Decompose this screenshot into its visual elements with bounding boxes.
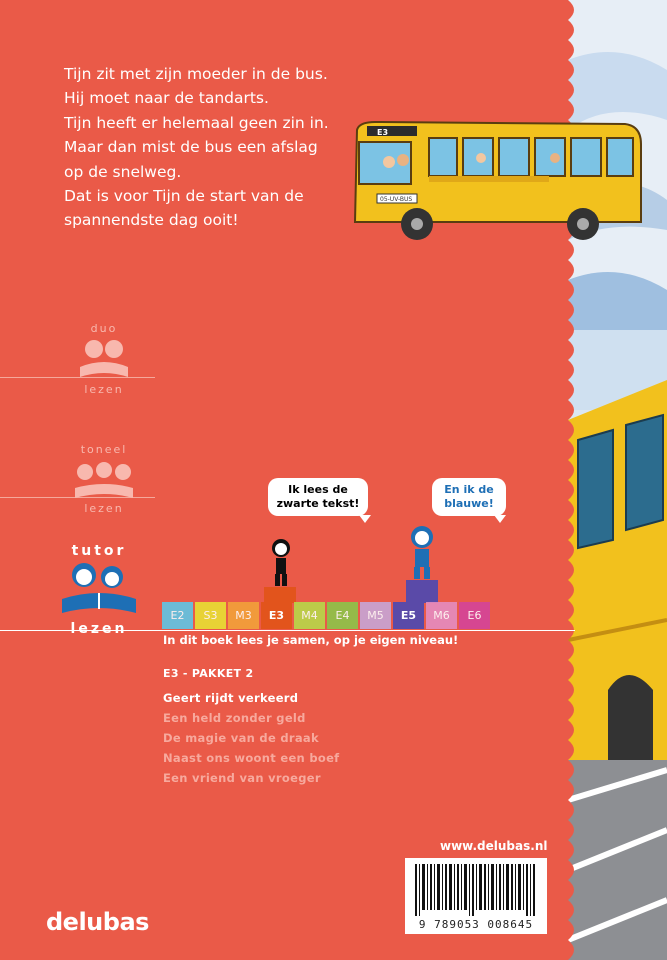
barcode-bars — [405, 858, 547, 918]
series-label: E3 - PAKKET 2 — [163, 667, 254, 680]
speech-text: En ik de blauwe! — [444, 483, 494, 510]
level-m5: M5 — [360, 602, 391, 629]
website-url: www.delubas.nl — [440, 839, 548, 853]
tagline: In dit boek lees je samen, op je eigen niveau! — [163, 633, 459, 647]
badge-word: lezen — [84, 502, 124, 515]
level-m4: M4 — [294, 602, 325, 629]
series-title-current: Geert rijdt verkeerd — [163, 691, 299, 705]
bus-route-label: E3 — [377, 128, 389, 137]
blurb-line: op de snelweg. — [64, 162, 182, 181]
blurb-line: Hij moet naar de tandarts. — [64, 89, 269, 108]
speech-bubble-black — [268, 478, 368, 516]
level-e2: E2 — [162, 602, 193, 629]
blurb-line: Tijn zit met zijn moeder in de bus. — [64, 65, 328, 83]
isbn-number: 9 789053 008645 — [418, 918, 534, 931]
speech-text: Ik lees de zwarte tekst! — [276, 483, 360, 510]
badge-word: lezen — [70, 621, 128, 637]
series-title: Een held zonder geld — [163, 711, 306, 725]
level-e4: E4 — [327, 602, 358, 629]
bus-illustration — [345, 114, 645, 253]
badge-word: duo — [90, 322, 118, 335]
black-reader-pedestal — [264, 587, 296, 603]
level-e3: E3 — [261, 602, 292, 629]
series-title: Naast ons woont een boef — [163, 751, 340, 765]
isbn-barcode — [405, 858, 547, 934]
bus-plate: 05-UV-BUS — [380, 196, 413, 203]
blurb-line: Dat is voor Tijn de start van de — [64, 187, 304, 206]
duo-readers-icon — [74, 337, 134, 383]
publisher-logo: delubas — [46, 908, 149, 936]
toneel-lezen-badge — [54, 443, 154, 515]
tutor-lezen-badge — [44, 543, 154, 637]
tutor-readers-icon — [54, 559, 144, 617]
blurb-line: spannendste dag ooit! — [64, 211, 239, 230]
badge-word: lezen — [84, 383, 124, 396]
level-bar — [162, 602, 492, 629]
duo-lezen-badge — [54, 322, 154, 396]
blue-reader-pedestal — [406, 580, 438, 603]
level-m3: M3 — [228, 602, 259, 629]
badge-word: toneel — [80, 443, 128, 456]
series-titles — [163, 688, 339, 788]
toneel-readers-icon — [71, 458, 137, 502]
blurb-line: Tijn heeft er helemaal geen zin in. — [64, 113, 329, 132]
level-m6: M6 — [426, 602, 457, 629]
black-reader-figure — [268, 538, 294, 588]
blurb-line: Maar dan mist de bus een afslag — [64, 138, 318, 157]
badge-word: tutor — [71, 543, 127, 559]
series-title: De magie van de draak — [163, 731, 319, 745]
level-e5: E5 — [393, 602, 424, 629]
level-s3: S3 — [195, 602, 226, 629]
level-e6: E6 — [459, 602, 490, 629]
series-title: Een vriend van vroeger — [163, 771, 321, 785]
blue-reader-figure — [405, 525, 439, 581]
speech-bubble-blue — [432, 478, 506, 516]
